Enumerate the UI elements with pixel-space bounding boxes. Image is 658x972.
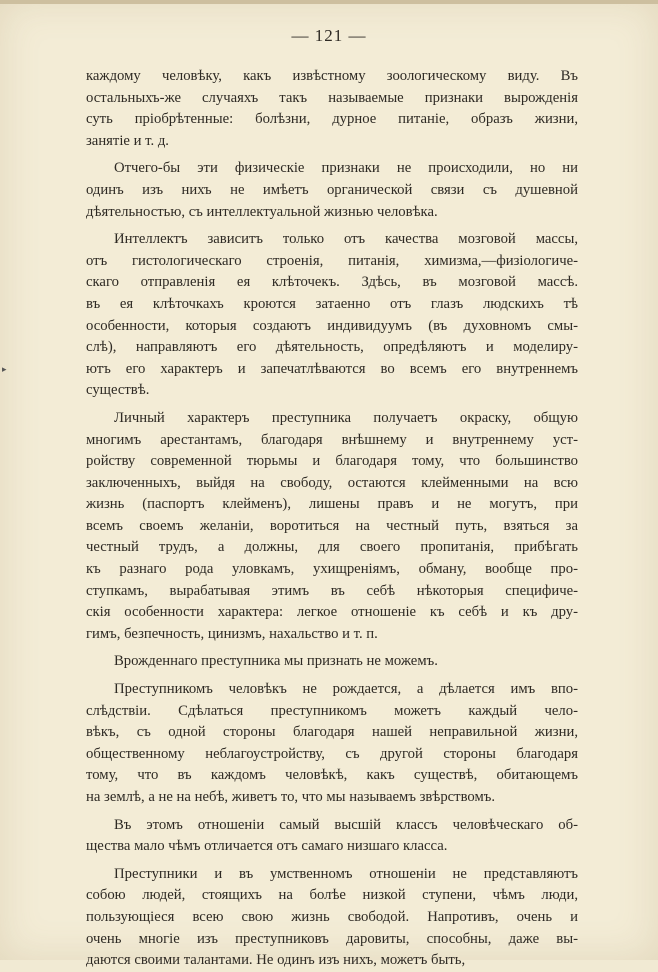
paragraph (86, 815, 578, 858)
text-line: ройству современной тюрьмы и благодаря тому, что большинство (86, 453, 578, 470)
text-line: гимъ, безпечность, цинизмъ, нахальство и т. п. (86, 625, 378, 642)
text-line: Преступникомъ человѣкъ не рождается, а дѣлается имъ впо- (114, 681, 578, 698)
text-line: скаго отправленія ея клѣточекъ. Здѣсь, въ мозговой массѣ. (86, 274, 578, 291)
text-line: суть пріобрѣтенные: болѣзни, дурное питаніе, образъ жизни, (86, 111, 578, 128)
page-number: — 121 — (291, 26, 367, 45)
text-line: слѣ), направляютъ его дѣятельность, опредѣляютъ и моделиру- (86, 339, 578, 356)
text-line: Преступники и въ умственномъ отношеніи не представляютъ (114, 865, 578, 882)
text-line: Въ этомъ отношеніи самый высшій классъ человѣческаго об- (114, 816, 578, 833)
text-line: слѣдствіи. Сдѣлаться преступникомъ можетъ каждый чело- (86, 702, 578, 719)
text-line: на землѣ, а не на небѣ, живетъ то, что мы называемъ звѣрствомъ. (86, 789, 496, 805)
text-line: многимъ арестантамъ, благодаря внѣшнему и внутреннему уст- (86, 431, 578, 448)
text-line: одинъ изъ нихъ не имѣетъ органической связи съ душевной (86, 181, 578, 198)
paragraph (86, 229, 578, 402)
text-line: Отчего-бы эти физическіе признаки не происходили, но ни (114, 160, 578, 177)
text-line: вѣкъ, съ одной стороны благодаря нашей неправильной жизни, (86, 724, 578, 741)
text-line: дѣятельностью, съ интеллектуальной жизнью человѣка. (86, 203, 438, 220)
text-line: Врожденнаго преступника мы признать не можемъ. (114, 653, 438, 670)
paragraph (86, 864, 578, 972)
text-line: Интеллектъ зависитъ только отъ качества мозговой массы, (114, 231, 578, 248)
paragraph (86, 66, 578, 152)
top-border (0, 0, 658, 4)
text-line: очень многіе изъ преступниковъ даровиты, способны, даже вы- (86, 930, 578, 947)
paragraph (86, 158, 578, 223)
paragraph (86, 651, 578, 673)
text-line: ютъ его характеръ и запечатлѣваются во всемъ его внутреннемъ (86, 360, 578, 377)
text-line: даются своими талантами. Не одинъ изъ нихъ, можетъ быть, (86, 952, 466, 969)
text-line: собою людей, стоящихъ на болѣе низкой ступени, чѣмъ люди, (86, 887, 578, 904)
text-line: всемъ своемъ желаніи, воротиться на честный путь, взяться за (86, 517, 578, 534)
text-line: къ разнаго рода уловкамъ, ухищреніямъ, обману, вообще про- (86, 561, 578, 578)
paragraph (86, 408, 578, 646)
text-line: общественному неблагоустройству, съ другой стороны благодаря (86, 745, 578, 762)
body-text (86, 66, 578, 972)
text-line: заключенныхъ, выйдя на свободу, остаются клейменными на всю (86, 474, 578, 491)
text-line: скія особенности характера: легкое отношеніе къ себѣ и къ дру- (86, 604, 578, 621)
text-line: пользующіеся всею свою жизнь свободой. Напротивъ, очень и (86, 908, 578, 925)
text-line: Личный характеръ преступника получаетъ окраску, общую (114, 409, 578, 426)
text-line: остальныхъ-же случаяхъ такъ называемые признаки вырожденія (86, 89, 578, 106)
text-line: въ ея клѣточкахъ кроются затаенно отъ глазъ людскихъ тѣ (86, 295, 578, 312)
text-line: честный трудъ, а должны, для своего пропитанія, прибѣгать (86, 539, 578, 556)
text-line: жизнь (паспортъ клейменъ), лишены правъ и не могутъ, при (86, 496, 578, 513)
text-line: щества мало чѣмъ отличается отъ самаго низшаго класса. (86, 838, 448, 855)
paragraph (86, 679, 578, 809)
text-line: каждому человѣку, какъ извѣстному зоологическому виду. Въ (86, 68, 578, 84)
text-line: ступкамъ, вырабатывая этимъ въ себѣ нѣкоторыя специфиче- (86, 582, 578, 599)
text-line: отъ гистологическаго строенія, питанія, химизма,—физіологиче- (86, 252, 578, 269)
text-line: особенности, которыя создаютъ индивидуумъ (въ духовномъ смы- (86, 317, 578, 334)
text-line: существѣ. (86, 382, 150, 399)
text-line: занятіе и т. д. (86, 132, 169, 149)
margin-mark: ▸ (2, 364, 7, 374)
text-line: тому, что въ каждомъ человѣкѣ, какъ существѣ, обитающемъ (86, 767, 578, 784)
